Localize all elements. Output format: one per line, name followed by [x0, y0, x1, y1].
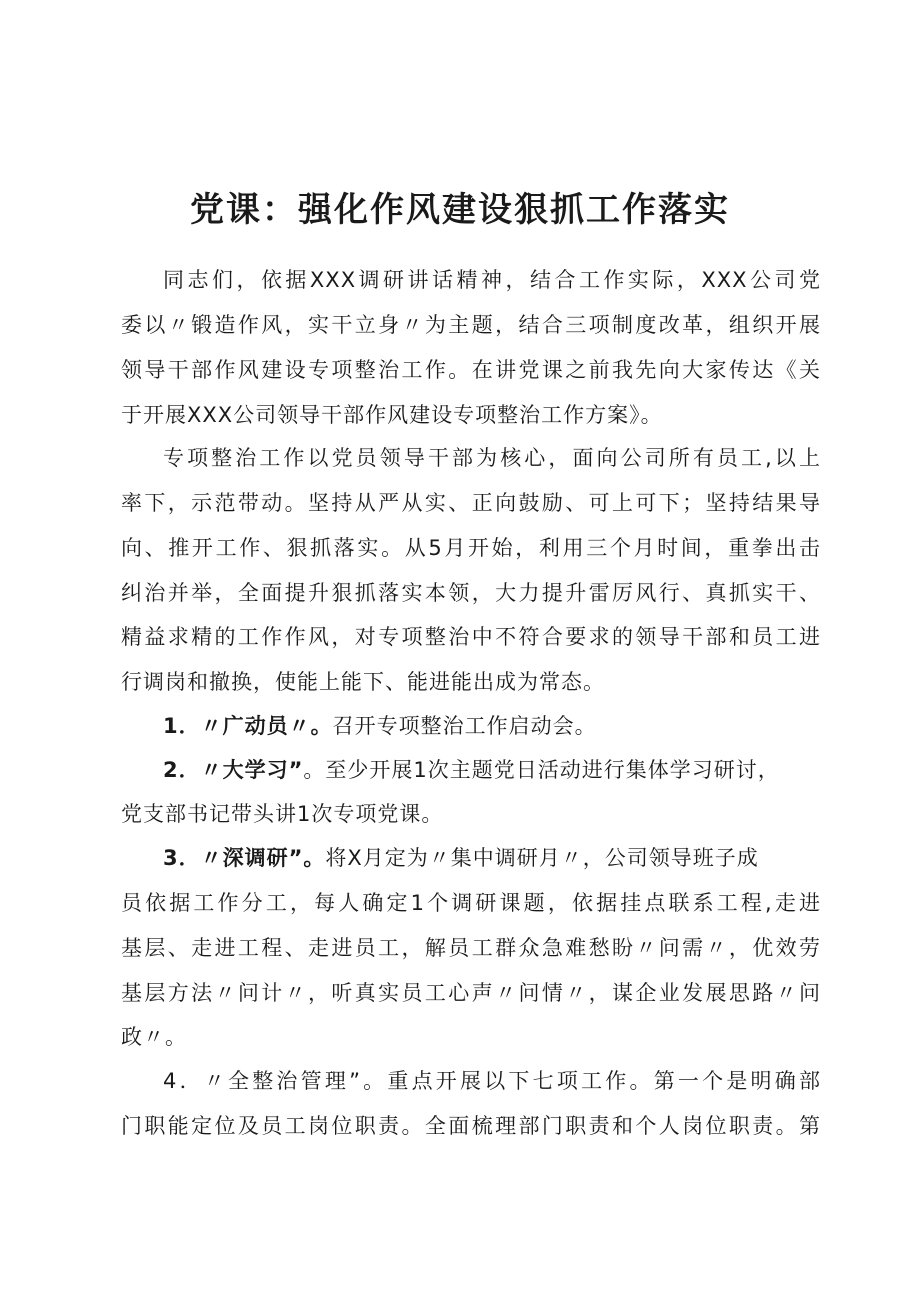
item-1-heading: 1．〃广动员〃。 [163, 714, 333, 738]
item-1-line-1 [163, 711, 821, 741]
item-3-line-3: 基层、走进工程、走进员工，解员工群众急难愁盼〃问需〃，优效劳 [121, 936, 821, 960]
item-3-line-5: 政〃。 [121, 1025, 187, 1049]
paragraph-2-line-3: 向、推开工作、狠抓落实。从5月开始，利用三个月时间，重拳出击 [121, 536, 821, 560]
item-4-line-2: 门职能定位及员工岗位职责。全面梳理部门职责和个人岗位职责。第 [121, 1114, 821, 1138]
paragraph-2-line-4: 纠治并举，全面提升狠抓落实本领，大力提升雷厉风行、真抓实干、 [121, 581, 821, 605]
item-3-line-2: 员依据工作分工，每人确定1个调研课题，依据挂点联系工程,走进 [121, 891, 821, 915]
item-1-text: 召开专项整治工作启动会。 [332, 714, 597, 738]
paragraph-1-line-4: 于开展XXX公司领导干部作风建设专项整治工作方案》。 [121, 403, 663, 427]
item-2-line-1 [163, 755, 821, 785]
item-4-line-1: 4．〃全整治管理”。重点开展以下七项工作。第一个是明确部 [163, 1069, 821, 1093]
paragraph-2-line-2: 率下，示范带动。坚持从严从实、正向鼓励、可上可下；坚持结果导 [121, 491, 821, 515]
item-2-line-2: 党支部书记带头讲1次专项党课。 [121, 802, 444, 826]
paragraph-2-line-5: 精益求精的工作作风，对专项整治中不符合要求的领导干部和员工进 [121, 625, 821, 649]
item-3-text: 将X月定为〃集中调研月〃，公司领导班子成 [325, 846, 759, 870]
paragraph-2-line-6: 行调岗和撤换，使能上能下、能进能出成为常态。 [121, 670, 605, 694]
page-title: 党课：强化作风建设狠抓工作落实 [190, 190, 730, 230]
item-2-text: 。至少开展1次主题党日活动进行集体学习研讨， [303, 758, 780, 782]
item-3-line-1 [163, 843, 821, 873]
paragraph-1-line-1: 同志们，依据XXX调研讲话精神，结合工作实际，XXX公司党 [163, 268, 821, 292]
paragraph-1-line-3: 领导干部作风建设专项整治工作。在讲党课之前我先向大家传达《关 [121, 358, 821, 382]
item-2-heading: 2．〃大学习” [163, 758, 304, 782]
paragraph-2-line-1: 专项整治工作以党员领导干部为核心，面向公司所有员工,以上 [163, 446, 821, 470]
item-3-heading: 3．〃深调研”。 [163, 846, 326, 870]
paragraph-1-line-2: 委以〃锻造作风，实干立身〃为主题，结合三项制度改革，组织开展 [121, 313, 821, 337]
item-3-line-4: 基层方法〃问计〃，听真实员工心声〃问情〃，谋企业发展思路〃问 [121, 981, 821, 1005]
